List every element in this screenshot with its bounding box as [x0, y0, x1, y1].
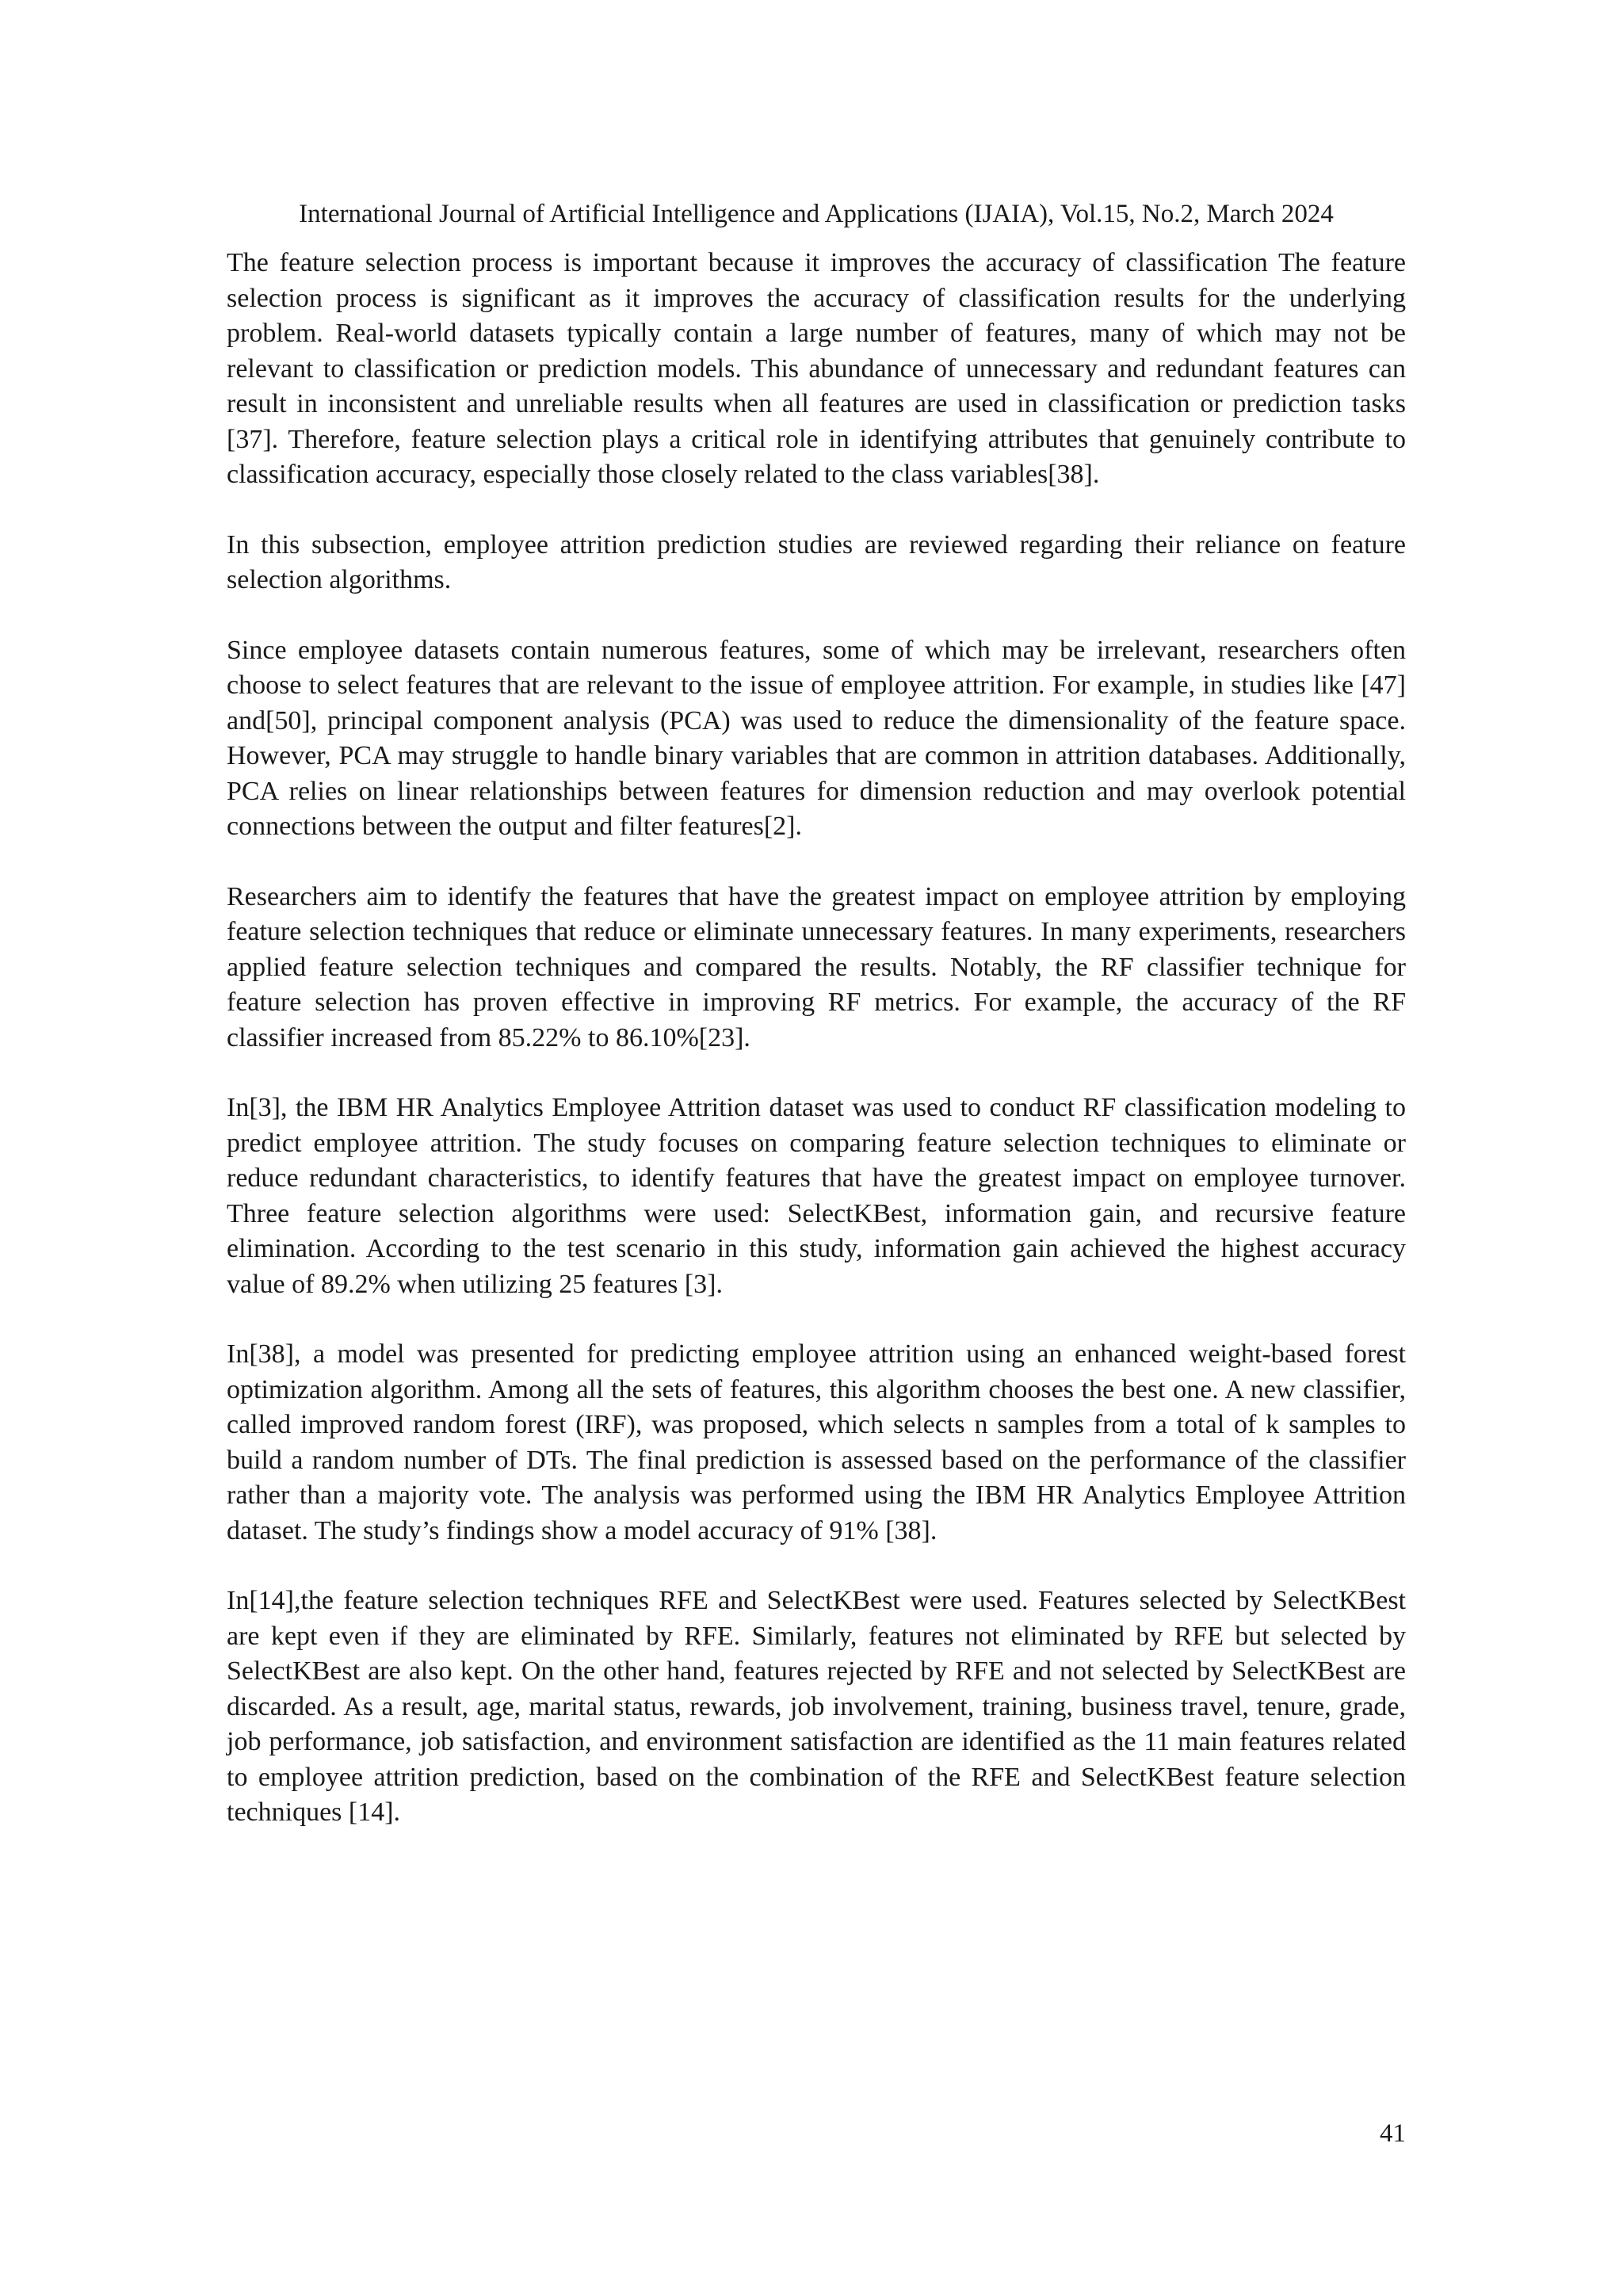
paragraph-ref-14: In[14],the feature selection techniques RFE and SelectKBest were used. Features selected by SelectKBest are kept even if they are eliminated by RFE. Similarly, features not eliminated by RFE but selected by SelectKBest are also kept. On the other hand, features rejected by RFE and not selected by SelectKBest are discarded. As a result, age, marital status, rewards, job involvement, training, business travel, tenure, grade, job performance, job satisfaction, and environment satisfaction are identified as the 11 main features related to employee attrition prediction, based on the combination of the RFE and SelectKBest feature selection techniques [14].	[227, 1586, 1406, 1827]
body-text	[227, 246, 1406, 1866]
paragraph-ref-3: In[3], the IBM HR Analytics Employee Attrition dataset was used to conduct RF classification modeling to predict employee attrition. The study focuses on comparing feature selection techniques to eliminate or reduce redundant characteristics, to identify features that have the greatest impact on employee turnover. Three feature selection algorithms were used: SelectKBest, information gain, and recursive feature elimination. According to the test scenario in this study, information gain achieved the highest accuracy value of 89.2% when utilizing 25 features [3].	[227, 1093, 1406, 1299]
running-header: International Journal of Artificial Intelligence and Applications (IJAIA), Vol.15, No.2, March 2024	[299, 200, 1334, 228]
paragraph-feature-selection-importance: The feature selection process is important because it improves the accuracy of classification The feature selection process is significant as it improves the accuracy of classification results for the underlying problem. Real-world datasets typically contain a large number of features, many of which may not be relevant to classification or prediction models. This abundance of unnecessary and redundant features can result in inconsistent and unreliable results when all features are used in classification or prediction tasks [37]. Therefore, feature selection plays a critical role in identifying attributes that genuinely contribute to classification accuracy, especially those closely related to the class variables[38].	[227, 248, 1406, 489]
paragraph-pca-studies: Since employee datasets contain numerous features, some of which may be irrelevant, researchers often choose to select features that are relevant to the issue of employee attrition. For example, in studies like [47] and[50], principal component analysis (PCA) was used to reduce the dimensionality of the feature space. However, PCA may struggle to handle binary variables that are common in attrition databases. Additionally, PCA relies on linear relationships between features for dimension reduction and may overlook potential connections between the output and filter features[2].	[227, 635, 1406, 841]
paragraph-subsection-intro: In this subsection, employee attrition prediction studies are reviewed regarding their reliance on feature selection algorithms.	[227, 529, 1406, 594]
page-number: 41	[1380, 2119, 1406, 2148]
paragraph-rf-feature-selection: Researchers aim to identify the features that have the greatest impact on employee attrition by employing feature selection techniques that reduce or eliminate unnecessary features. In many experiments, researchers applied feature selection techniques and compared the results. Notably, the RF classifier technique for feature selection has proven effective in improving RF metrics. For example, the accuracy of the RF classifier increased from 85.22% to 86.10%[23].	[227, 881, 1406, 1052]
paragraph-ref-38: In[38], a model was presented for predicting employee attrition using an enhanced weight-based forest optimization algorithm. Among all the sets of features, this algorithm chooses the best one. A new classifier, called improved random forest (IRF), was proposed, which selects n samples from a total of k samples to build a random number of DTs. The final prediction is assessed based on the performance of the classifier rather than a majority vote. The analysis was performed using the IBM HR Analytics Employee Attrition dataset. The study’s findings show a model accuracy of 91% [38].	[227, 1339, 1406, 1545]
